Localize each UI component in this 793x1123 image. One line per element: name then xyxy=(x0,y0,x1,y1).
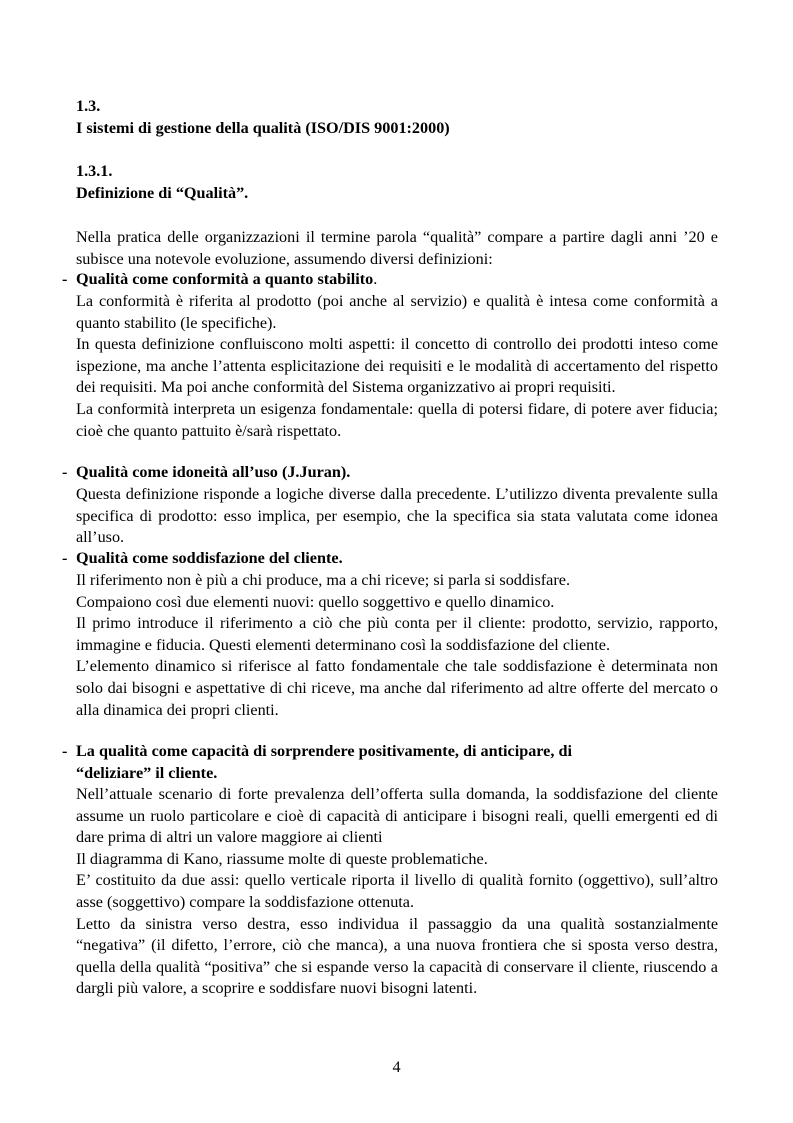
paragraph: In questa definizione confluiscono molti aspetti: il concetto di controllo dei prodotti inteso come ispezione, ma anche l’attenta esplicitazione dei requisiti e le modalità di accertamento del rispetto dei requisiti. Ma poi anche conformità del Sistema organizzativo ai propri requisiti. xyxy=(76,335,718,397)
bullet-dash: - xyxy=(62,270,68,288)
item-body-deliziare xyxy=(76,784,718,1000)
section-number: 1.3. xyxy=(76,97,101,115)
item-heading-line2: “deliziare” il cliente. xyxy=(76,763,218,782)
item-heading-suffix: . xyxy=(373,270,378,288)
paragraph: Il riferimento non è più a chi produce, ma a chi riceve; si parla si soddisfare. xyxy=(76,571,570,589)
subsection-number: 1.3.1. xyxy=(76,162,113,180)
bullet-dash: - xyxy=(62,549,68,567)
page-number: 4 xyxy=(392,1058,401,1076)
item-heading-text: Qualità come soddisfazione del cliente. xyxy=(76,549,343,567)
paragraph: Il primo introduce il riferimento a ciò che più conta per il cliente: prodotto, servizio, rapporto, immagine e fiducia. Questi elementi determinano così la soddisfazione del cliente. xyxy=(76,614,718,654)
item-heading-text: Qualità come conformità a quanto stabilito xyxy=(76,270,374,288)
intro-text: Nella pratica delle organizzazioni il termine parola “qualità” compare a partire dagli anni ’20 e subisce una notevole evoluzione, assumendo diversi definizioni: xyxy=(76,228,718,268)
paragraph: Compaiono così due elementi nuovi: quello soggettivo e quello dinamico. xyxy=(76,592,555,611)
item-heading-deliziare xyxy=(62,741,718,784)
paragraph: L’elemento dinamico si riferisce al fatto fondamentale che tale soddisfazione è determinata non solo dai bisogni e aspettative di chi riceve, ma anche dal riferimento ad altre offerte del mercato o alla dinamica dei propri clienti. xyxy=(76,657,718,719)
item-body-conformita xyxy=(76,291,718,442)
paragraph: La conformità interpreta un esigenza fondamentale: quella di potersi fidare, di potere aver fiducia; cioè che quanto pattuito è/sarà rispettato. xyxy=(76,399,718,440)
paragraph: E’ costituito da due assi: quello verticale riporta il livello di qualità fornito (oggettivo), sull’altro asse (soggettivo) compare la soddisfazione ottenuta. xyxy=(76,871,718,911)
item-heading-conformita xyxy=(62,269,718,291)
bullet-dash: - xyxy=(62,742,68,760)
item-heading-line1: La qualità come capacità di sorprendere positivamente, di anticipare, di xyxy=(76,742,572,760)
item-heading-text: Qualità come idoneità all’uso (J.Juran). xyxy=(76,463,351,481)
paragraph: Nell’attuale scenario di forte prevalenza dell’offerta sulla domanda, la soddisfazione del cliente assume un ruolo particolare e cioè di capacità di anticipare i bisogni reali, quelli emergenti ed di dare prima di altri un valore maggiore ai clienti xyxy=(76,785,718,847)
paragraph: Questa definizione risponde a logiche diverse dalla precedente. L’utilizzo diventa prevalente sulla specifica di prodotto: esso implica, per esempio, che la specifica sia stata valutata come idonea all’uso. xyxy=(76,485,718,547)
section-title: I sistemi di gestione della qualità (ISO/DIS 9001:2000) xyxy=(76,119,450,137)
item-heading-soddisfazione xyxy=(62,548,718,570)
paragraph: Letto da sinistra verso destra, esso individua il passaggio da una qualità sostanzialmente “negativa” (il difetto, l’errore, ciò che manca), a una nuova frontiera che si sposta verso destra, quella della qualità “positiva” che si espande verso la capacità di conservare il cliente, riuscendo a dargli più valore, a scoprire e soddisfare nuovi bisogni latenti. xyxy=(76,914,718,998)
bullet-dash: - xyxy=(62,463,68,481)
intro-paragraph xyxy=(76,227,718,270)
item-body-soddisfazione xyxy=(76,570,718,721)
paragraph: La conformità è riferita al prodotto (poi anche al servizio) e qualità è intesa come conformità a quanto stabilito (le specifiche). xyxy=(76,292,718,332)
item-heading-idoneita xyxy=(62,462,718,484)
subsection-title: Definizione di “Qualità”. xyxy=(76,184,249,202)
item-body-idoneita xyxy=(76,484,718,549)
paragraph: Il diagramma di Kano, riassume molte di queste problematiche. xyxy=(76,849,488,868)
